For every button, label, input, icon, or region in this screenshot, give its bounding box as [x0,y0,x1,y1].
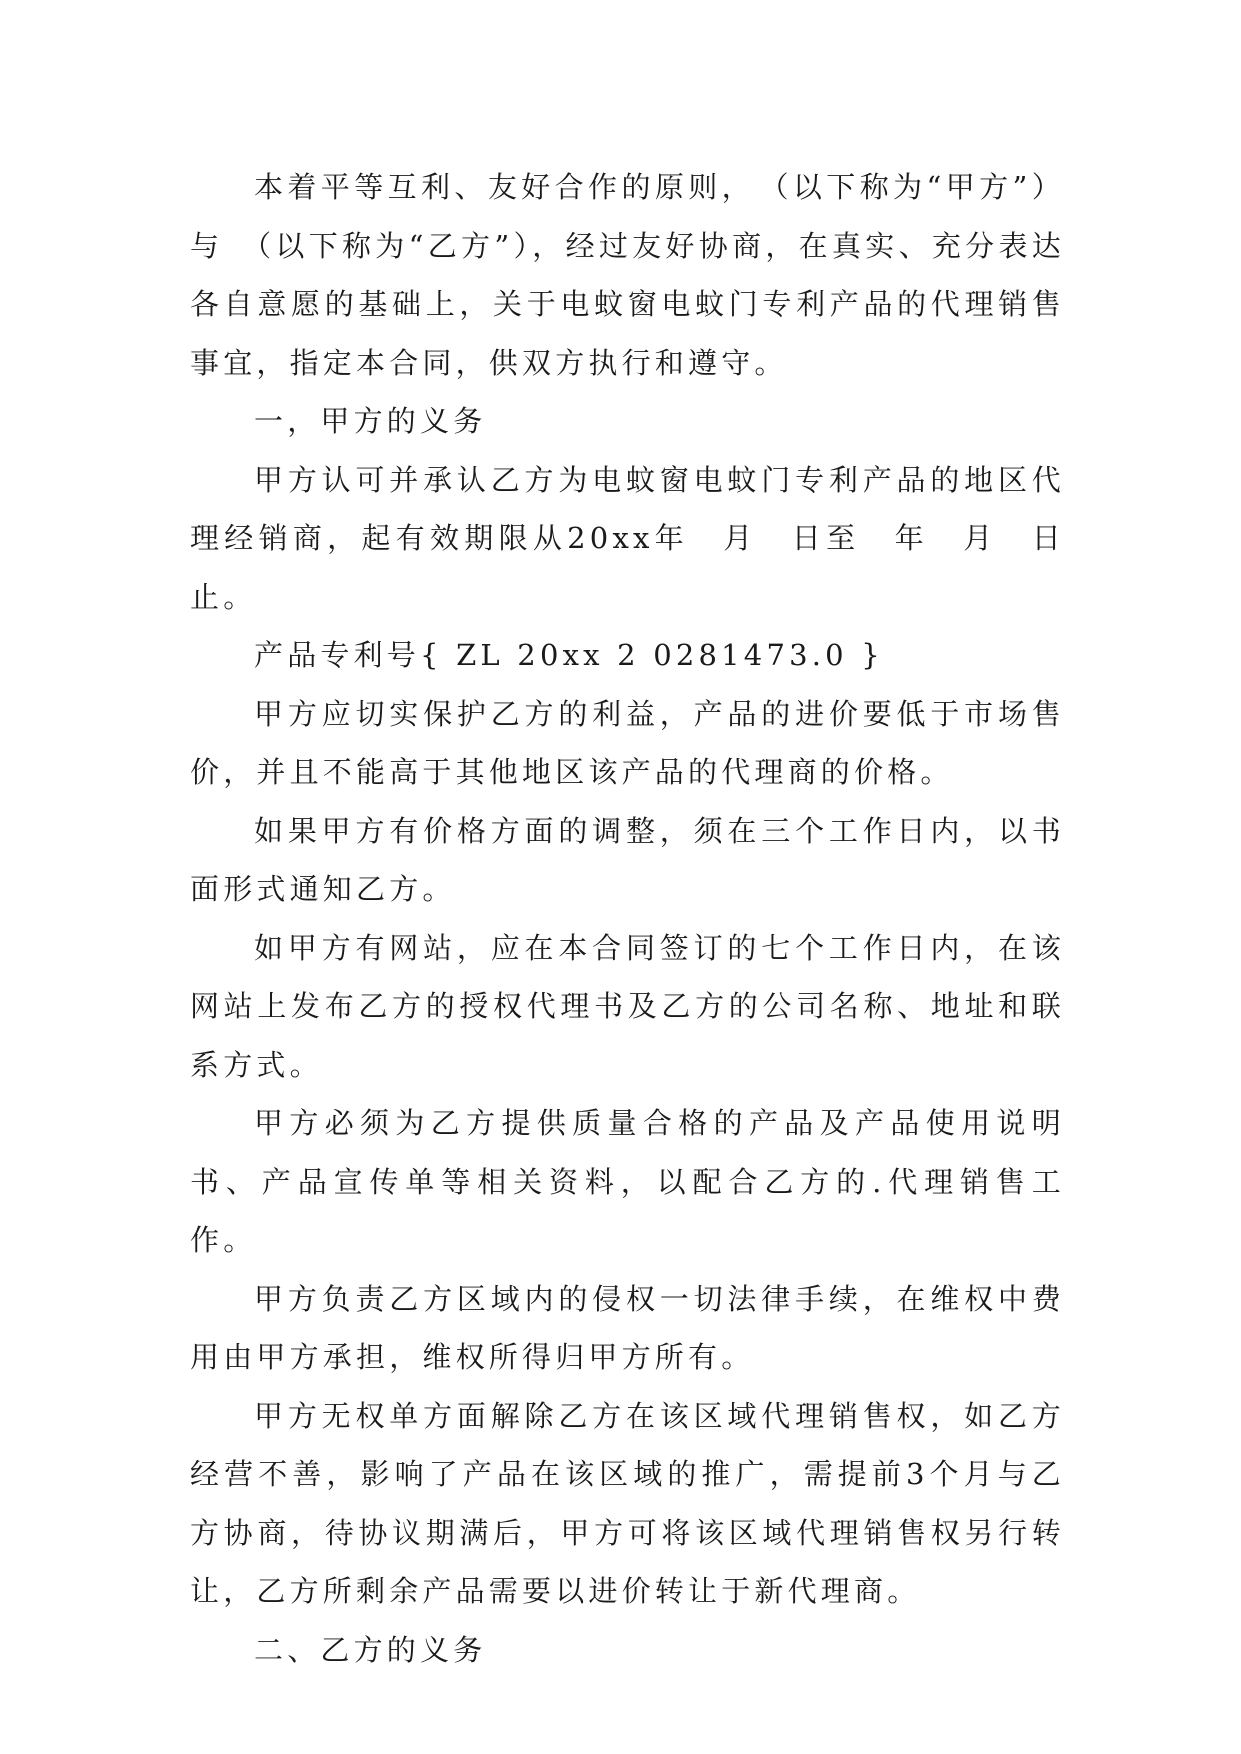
document-body [190,158,1065,1679]
section-heading-party-a-obligations: 一，甲方的义务 [254,404,487,438]
paragraph-product-materials: 甲方必须为乙方提供质量合格的产品及产品使用说明书、产品宣传单等相关资料，以配合乙方的.代理销售工作。 [190,1106,1065,1257]
paragraph-patent-number: 产品专利号{ ZL 20xx 2 0281473.0 } [254,638,884,672]
paragraph-infringement: 甲方负责乙方区域内的侵权一切法律手续，在维权中费用由甲方承担，维权所得归甲方所有。 [190,1281,1065,1374]
section-heading-party-b-obligations: 二、乙方的义务 [254,1632,487,1667]
paragraph-termination: 甲方无权单方面解除乙方在该区域代理销售权，如乙方经营不善，影响了产品在该区域的推广，需提前3个月与乙方协商，待协议期满后，甲方可将该区域代理销售权另行转让，乙方所剩余产品需要以进价转让于新代理商。 [190,1398,1065,1608]
paragraph-website-publication: 如甲方有网站，应在本合同签订的七个工作日内，在该网站上发布乙方的授权代理书及乙方的公司名称、地址和联系方式。 [190,930,1065,1082]
paragraph-agent-term: 甲方认可并承认乙方为电蚊窗电蚊门专利产品的地区代理经销商，起有效期限从20xx年 月 日至 年 月 日止。 [190,462,1065,614]
paragraph-intro: 本着平等互利、友好合作的原则， （以下称为“甲方”）与 （以下称为“乙方”），经过友好协商，在真实、充分表达各自意愿的基础上，关于电蚊窗电蚊门专利产品的代理销售事宜，指定本合同，供双方执行和遵守。 [190,170,1065,380]
paragraph-pricing-protection: 甲方应切实保护乙方的利益，产品的进价要低于市场售价，并且不能高于其他地区该产品的代理商的价格。 [190,696,1065,789]
paragraph-price-adjustment: 如果甲方有价格方面的调整，须在三个工作日内，以书面形式通知乙方。 [190,813,1065,906]
